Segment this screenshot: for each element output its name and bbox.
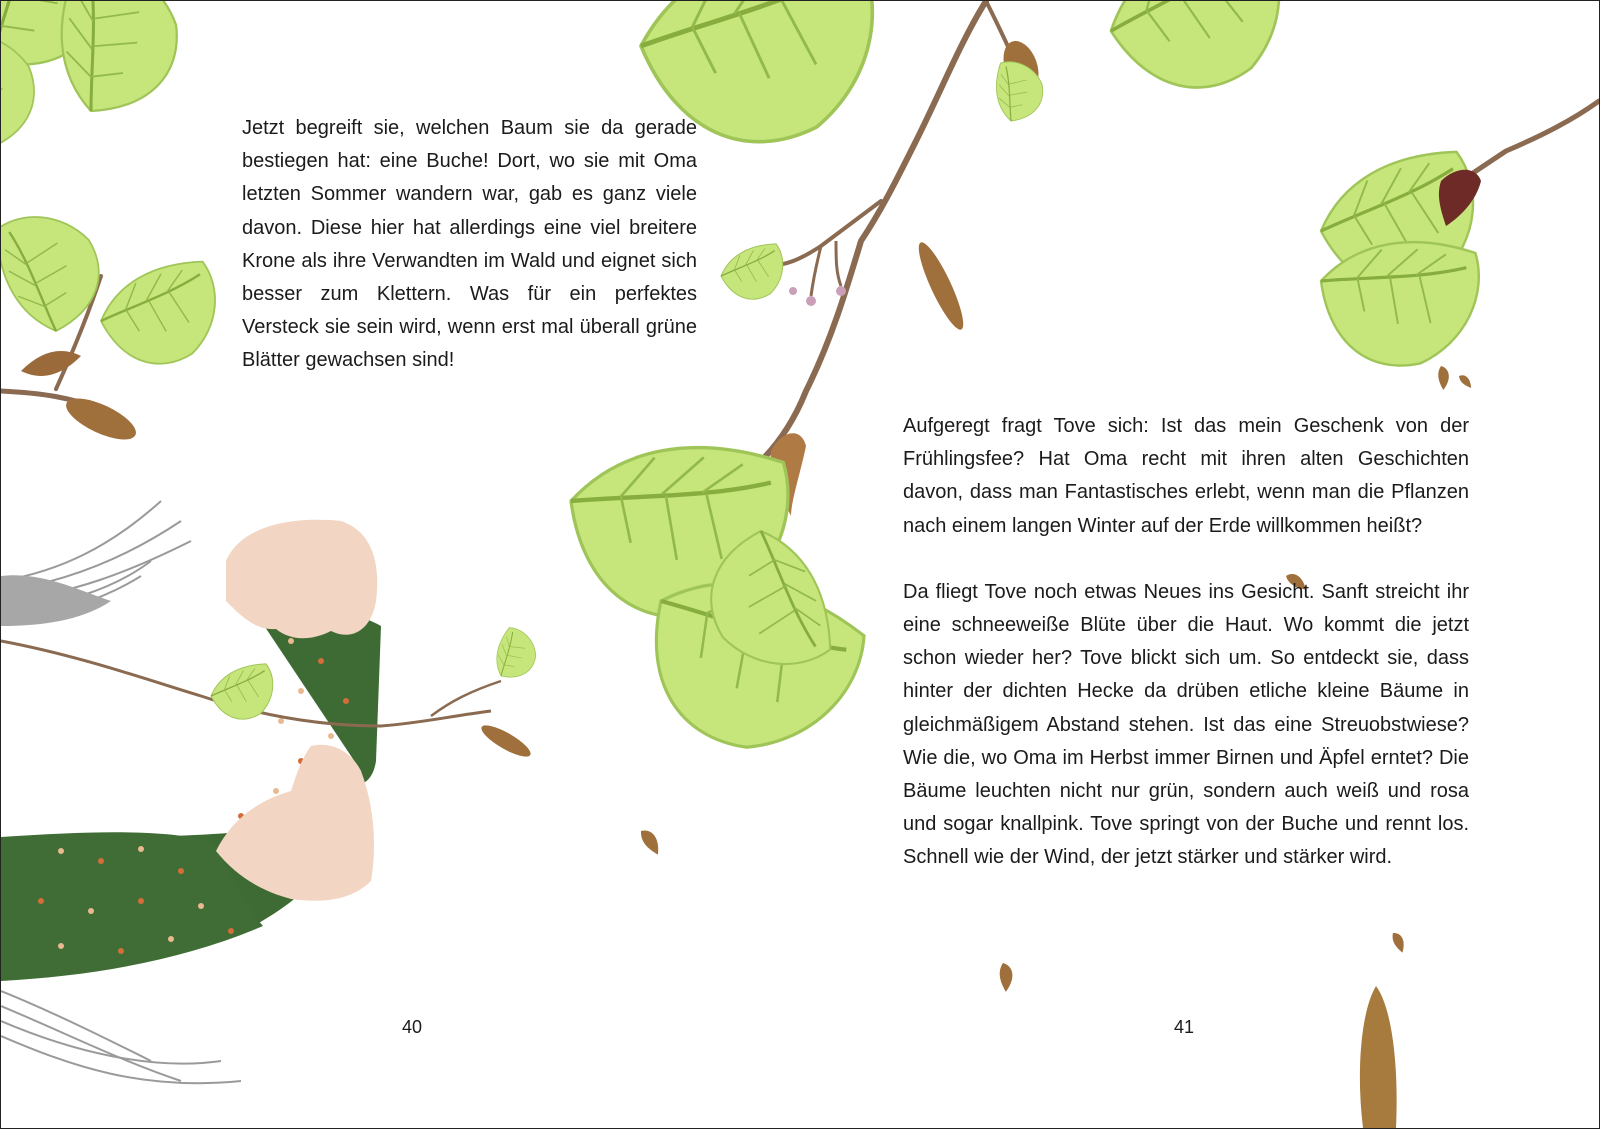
bud-icon (21, 351, 141, 448)
beech-leaf-icon (1, 1, 193, 151)
page-number-left: 40 (402, 1017, 423, 1037)
right-page-text (903, 410, 1469, 875)
right-paragraph-1: Aufgeregt fragt Tove sich: Ist das mein Geschenk von der Frühlingsfee? Hat Oma recht mit ihren alten Geschichten davon, dass man Fantastisches erlebt, wenn man die Pflanzen nach einem langen Winter auf der Erde willkommen heißt? (903, 415, 1469, 537)
left-paragraph: Jetzt begreift sie, welchen Baum sie da gerade bestiegen hat: eine Buche! Dort, wo sie mit Oma letzten Sommer wandern war, gab es ganz viele davon. Diese hier hat allerdings eine viel breitere Krone als ihre Verwandten im Wald und eignet sich besser zum Klettern. Was für ein perfektes Versteck sie sein wird, wenn erst mal überall grüne Blätter gewachsen sind! (242, 117, 697, 372)
left-page-text (242, 112, 697, 378)
page-number-right: 41 (1174, 1017, 1195, 1037)
bud-icon (478, 720, 534, 762)
beech-leaf-icon (1, 207, 225, 374)
beech-leaf-icon (1094, 1, 1301, 108)
beech-branch-icon (1461, 101, 1599, 181)
hair-strands-icon (1, 575, 111, 626)
right-paragraph-2: Da fliegt Tove noch etwas Neues ins Gesicht. Sanft streicht ihr eine schneeweiße Blüte über die Haut. Wo kommt die jetzt schon wieder her? Tove blickt sich um. So entdeckt sie, dass hinter der dichten Hecke da drüben etliche kleine Bäume in gleichmäßigem Abstand stehen. Ist das eine Streuobstwiese? Wie die, wo Oma im Herbst immer Birnen und Äpfel erntet? Die Bäume leuchten nicht nur grün, sondern auch weiß und rosa und sogar knallpink. Tove springt von der Buche und rennt los. Schnell wie der Wind, der jetzt stärker und stärker wird. (903, 580, 1469, 869)
